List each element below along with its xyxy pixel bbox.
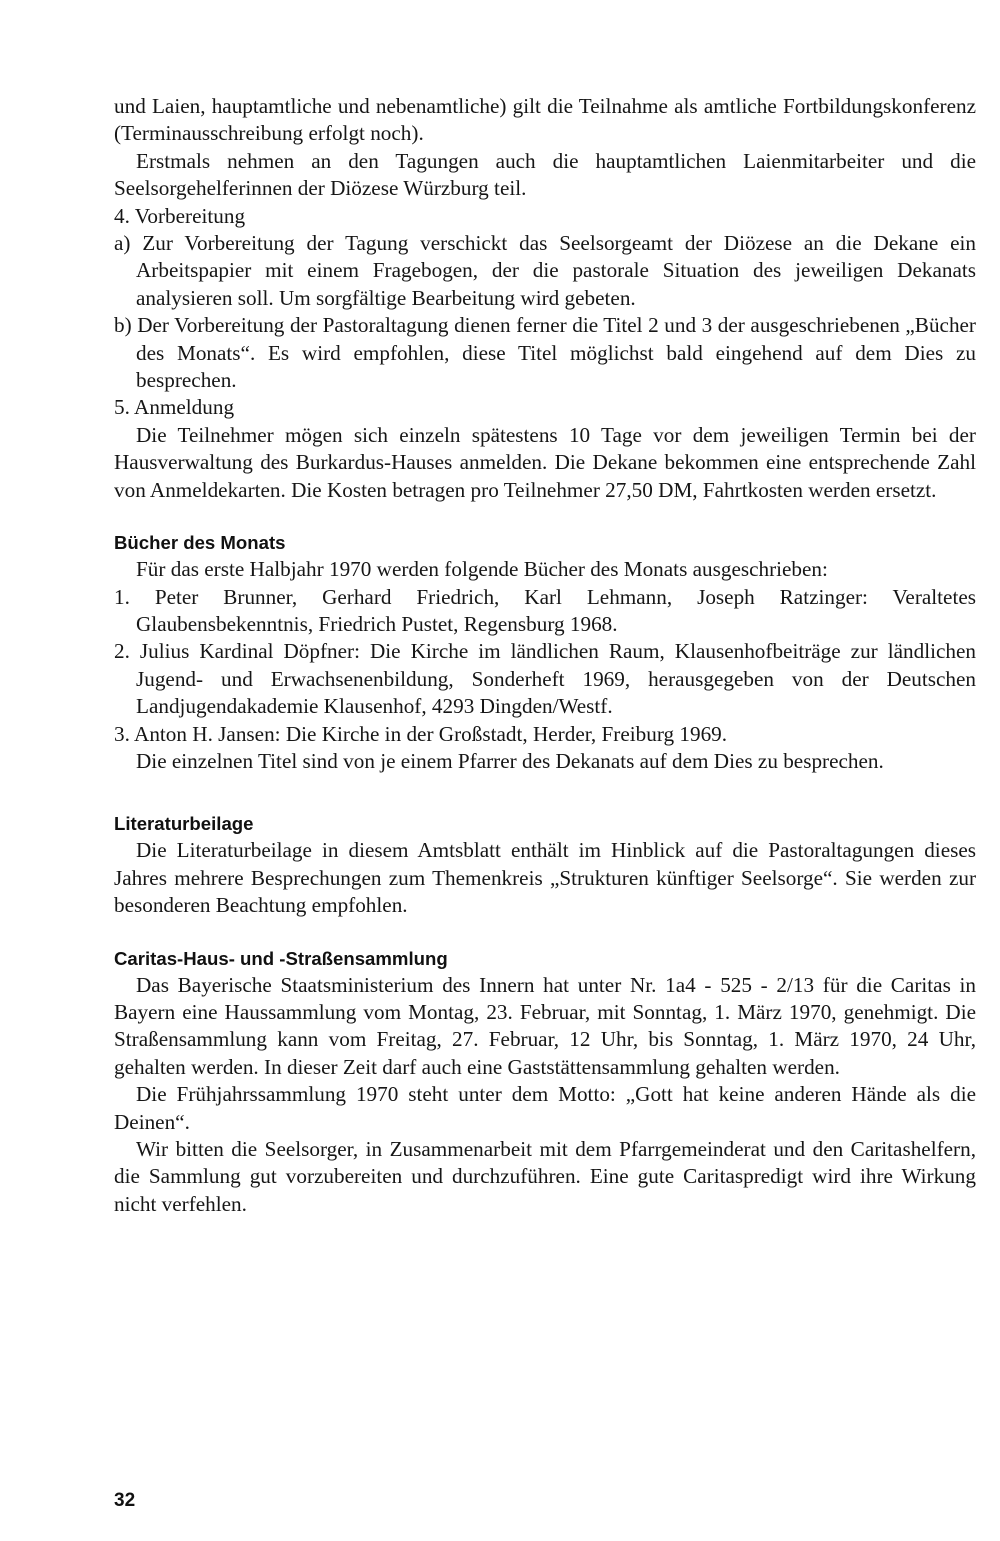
literatur-text: Die Literaturbeilage in diesem Amtsblatt enthält im Hinblick auf die Pastoraltagungen dieses Jahres mehrere Besprechungen zum Themenkreis „Strukturen künftiger Seelsorge“. Sie werden zur besonderen Beachtung empfohlen.: [114, 838, 976, 918]
vorbereitung-item-b: b) Der Vorbereitung der Pastoraltagung dienen ferner die Titel 2 und 3 der ausgeschriebenen „Bücher des Monats“. Es wird empfohlen, diese Titel möglichst bald eingehend auf dem Dies zu besprechen.: [114, 313, 976, 393]
buecher-item-1: 1. Peter Brunner, Gerhard Friedrich, Karl Lehmann, Joseph Ratzinger: Veraltetes Glaubensbekenntnis, Friedrich Pustet, Regensburg 1968.: [114, 584, 976, 636]
buecher-item-2: 2. Julius Kardinal Döpfner: Die Kirche im ländlichen Raum, Klausenhofbeiträge zur ländlichen Jugend- und Erwachsenenbildung, Sonderheft 1969, herausgegeben von der Deutschen Landjugendakademie Klausenhof, 4293 Dingden/Westf.: [114, 639, 976, 719]
intro-paragraph-2: Erstmals nehmen an den Tagungen auch die hauptamtlichen Laienmitarbeiter und die Seelsorgehelferinnen der Diözese Würzburg teil.: [114, 148, 976, 201]
section-spacer: [114, 775, 976, 811]
caritas-paragraph-2: Die Frühjahrssammlung 1970 steht unter dem Motto: „Gott hat keine anderen Hände als die Deinen“.: [114, 1082, 976, 1134]
caritas-paragraph-3: Wir bitten die Seelsorger, in Zusammenarbeit mit dem Pfarrgemeinderat und den Caritashelfern, die Sammlung gut vorzubereiten und durchzuführen. Eine gute Caritaspredigt wird ihre Wirkung nicht verfehlen.: [114, 1137, 976, 1216]
section-spacer: [114, 920, 976, 946]
buecher-heading: Bücher des Monats: [114, 532, 286, 554]
caritas-paragraph-1: Das Bayerische Staatsministerium des Innern hat unter Nr. 1a4 - 525 - 2/13 für die Caritas in Bayern eine Haussammlung vom Montag, 23. Februar, mit Sonntag, 1. März 1970, genehmigt. Die Straßensammlung kann vom Freitag, 27. Februar, 12 Uhr, bis Sonntag, 1. März 1970, 24 Uhr, gehalten werden. In dieser Zeit darf auch eine Gaststättensammlung gehalten werden.: [114, 972, 976, 1079]
literatur-heading: Literaturbeilage: [114, 813, 254, 835]
buecher-outro: Die einzelnen Titel sind von je einem Pfarrer des Dekanats auf dem Dies zu besprechen.: [136, 748, 884, 773]
page-number: 32: [114, 1490, 136, 1511]
vorbereitung-heading: 4. Vorbereitung: [114, 203, 246, 228]
vorbereitung-item-a: a) Zur Vorbereitung der Tagung verschickt das Seelsorgeamt der Diözese an die Dekane ein Arbeitspapier mit einem Fragebogen, der die pastorale Situation des jeweiligen Dekanats analysieren soll. Um sorgfältige Bearbeitung wird gebeten.: [114, 231, 976, 310]
intro-paragraph-1: und Laien, hauptamtliche und nebenamtliche) gilt die Teilnahme als amtliche Fortbildungskonferenz (Terminausschreibung erfolgt noch).: [114, 94, 976, 146]
document-page: [114, 93, 976, 1218]
buecher-item-3: 3. Anton H. Jansen: Die Kirche in der Großstadt, Herder, Freiburg 1969.: [114, 721, 728, 746]
caritas-heading: Caritas-Haus- und -Straßensammlung: [114, 947, 448, 969]
anmeldung-text: Die Teilnehmer mögen sich einzeln spätestens 10 Tage vor dem jeweiligen Termin bei der Hausverwaltung des Burkardus-Hauses anmelden. Die Dekane bekommen eine entsprechende Zahl von Anmeldekarten. Die Kosten betragen pro Teilnehmer 27,50 DM, Fahrtkosten werden ersetzt.: [114, 422, 976, 502]
buecher-intro: Für das erste Halbjahr 1970 werden folgende Bücher des Monats ausgeschrieben:: [136, 557, 828, 582]
section-spacer: [114, 504, 976, 530]
anmeldung-heading: 5. Anmeldung: [114, 395, 235, 420]
